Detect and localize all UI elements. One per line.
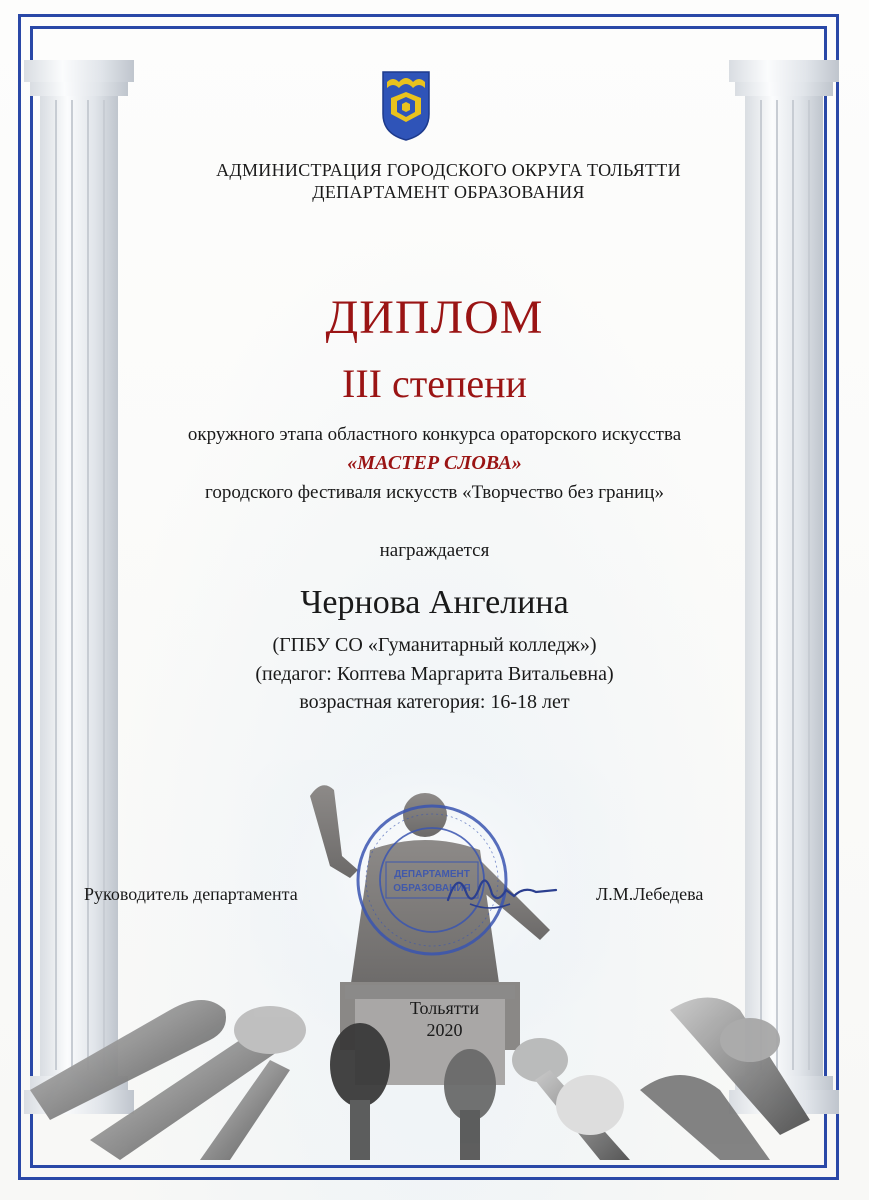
place: Тольятти (409, 998, 480, 1018)
svg-text:ОБРАЗОВАНИЯ: ОБРАЗОВАНИЯ (393, 883, 471, 894)
handwritten-signature (440, 860, 560, 920)
tolyatti-coat-of-arms-icon (381, 70, 431, 142)
issuer-line-1: АДМИНИСТРАЦИЯ ГОРОДСКОГО ОКРУГА ТОЛЬЯТТИ (216, 160, 681, 180)
contest-name: «МАСТЕР СЛОВА» (347, 452, 522, 474)
diploma-degree: III степени (342, 361, 527, 406)
contest-description: окружного этапа областного конкурса ораторского искусства (187, 424, 682, 445)
svg-text:ДЕПАРТАМЕНТ: ДЕПАРТАМЕНТ (394, 869, 470, 880)
issuer-line-2: ДЕПАРТАМЕНТ ОБРАЗОВАНИЯ (312, 182, 585, 202)
festival-description: городского фестиваля искусств «Творчество без границ» (205, 482, 664, 503)
awarded-label: награждается (379, 540, 490, 561)
microphones-illustration (30, 970, 830, 1160)
age-category: возрастная категория: 16-18 лет (299, 691, 570, 713)
diploma-title: ДИПЛОМ (325, 291, 544, 344)
recipient-organization: (ГПБУ СО «Гуманитарный колледж») (272, 634, 597, 656)
recipient-teacher: (педагог: Коптева Маргарита Витальевна) (255, 663, 614, 685)
signatory-name: Л.М.Лебедева (596, 884, 704, 904)
signatory-role: Руководитель департамента (84, 884, 298, 904)
recipient-name: Чернова Ангелина (300, 584, 569, 621)
year: 2020 (426, 1020, 463, 1040)
